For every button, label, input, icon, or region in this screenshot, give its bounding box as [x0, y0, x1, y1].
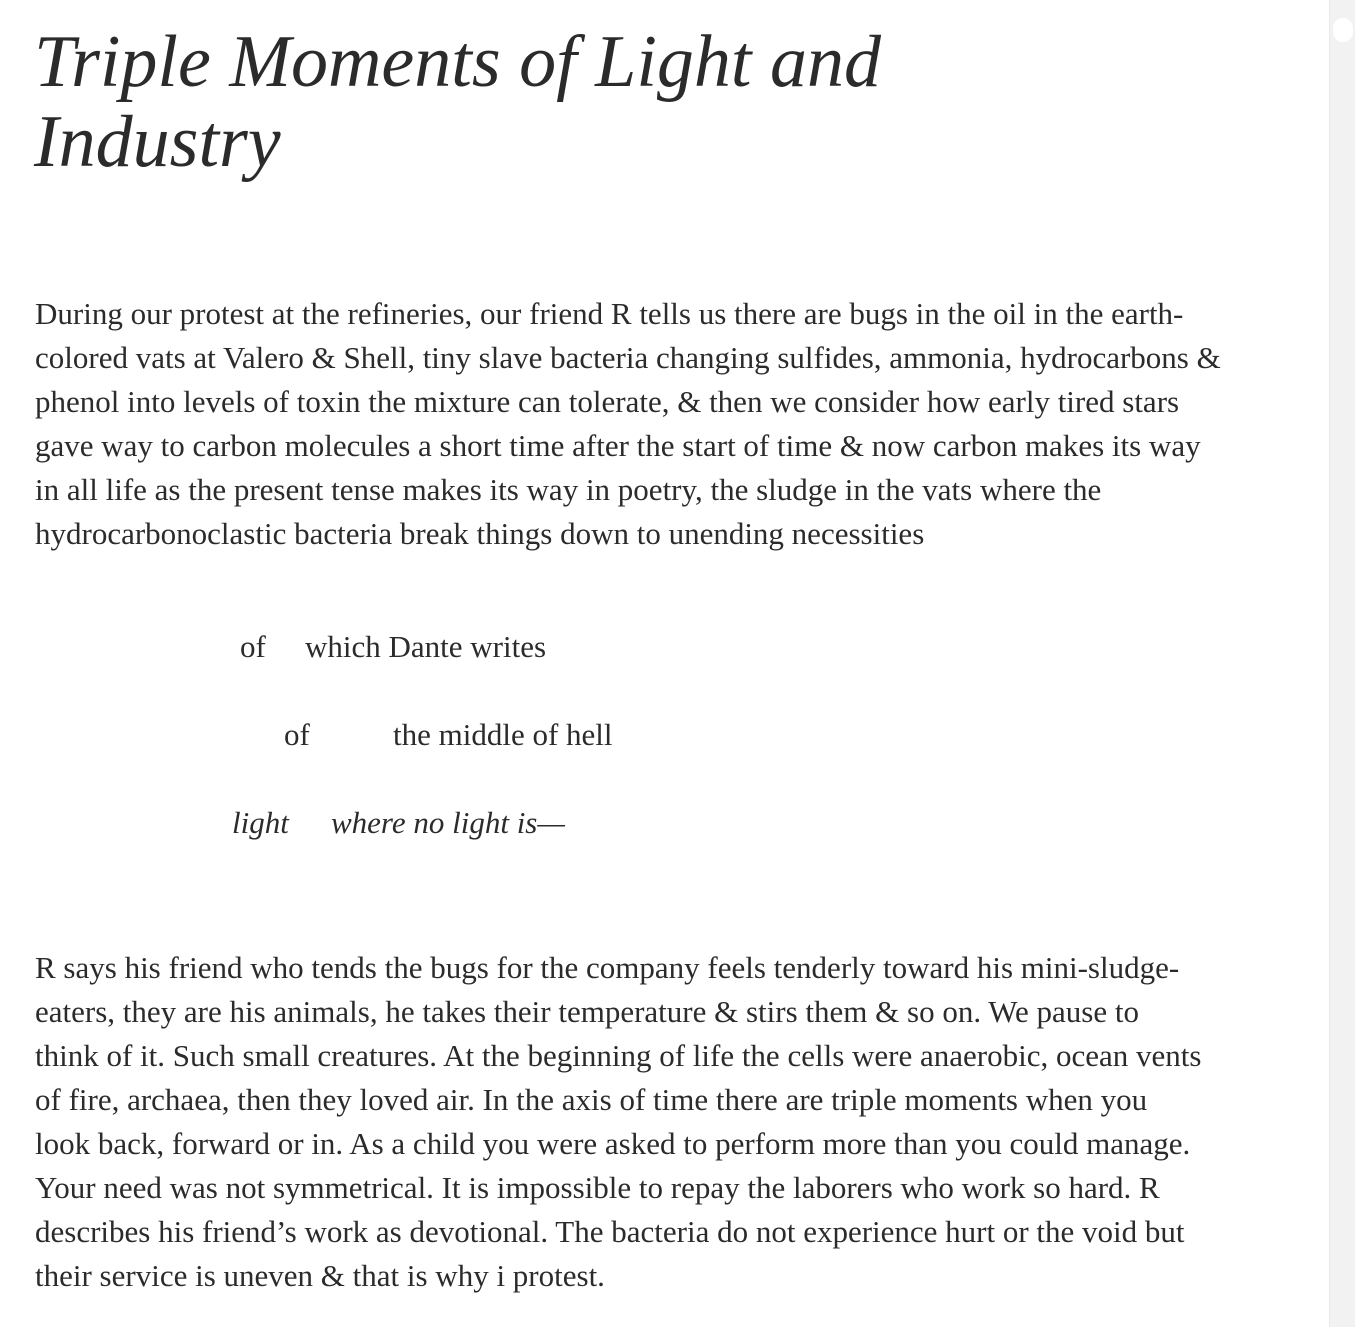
- verse-line-2-left: of: [284, 717, 310, 752]
- verse-line-2-right: the middle of hell: [393, 717, 613, 752]
- verse-line-1-left: of: [240, 629, 266, 664]
- paragraph-2: [35, 946, 1315, 1298]
- paragraph-2-line: their service is uneven & that is why i protest.: [35, 1258, 605, 1293]
- paragraph-2-line: look back, forward or in. As a child you were asked to perform more than you could manage.: [35, 1126, 1191, 1161]
- paragraph-1-line: hydrocarbonoclastic bacteria break things down to unending necessities: [35, 516, 925, 551]
- paragraph-2-line: of fire, archaea, then they loved air. In the axis of time there are triple moments when you: [35, 1082, 1148, 1117]
- paragraph-1-line: gave way to carbon molecules a short time after the start of time & now carbon makes its way: [35, 428, 1201, 463]
- paragraph-2-line: describes his friend’s work as devotional. The bacteria do not experience hurt or the void but: [35, 1214, 1185, 1249]
- scrollbar-thumb[interactable]: [1333, 18, 1353, 42]
- paragraph-2-line: think of it. Such small creatures. At the beginning of life the cells were anaerobic, ocean vents: [35, 1038, 1202, 1073]
- title-line-1: Triple Moments of Light and: [34, 21, 881, 103]
- paragraph-1-line: in all life as the present tense makes its way in poetry, the sludge in the vats where the: [35, 472, 1102, 507]
- paragraph-2-line: Your need was not symmetrical. It is impossible to repay the laborers who work so hard. R: [35, 1170, 1160, 1205]
- clipped-text-fragment: [170, 238, 340, 246]
- title-line-2: Industry: [34, 101, 281, 183]
- verse-line-1-right: which Dante writes: [305, 629, 547, 664]
- vertical-scrollbar[interactable]: [1329, 0, 1355, 1327]
- article-title: [34, 22, 1034, 182]
- verse-line-3-right: where no light is—: [331, 805, 565, 840]
- verse-line-3-left: light: [232, 805, 289, 840]
- paragraph-1: [35, 292, 1315, 556]
- paragraph-2-line: eaters, they are his animals, he takes their temperature & stirs them & so on. We pause to: [35, 994, 1139, 1029]
- paragraph-1-line: colored vats at Valero & Shell, tiny slave bacteria changing sulfides, ammonia, hydrocarbons &: [35, 340, 1221, 375]
- paragraph-2-line: R says his friend who tends the bugs for the company feels tenderly toward his mini-sludge-: [35, 950, 1180, 985]
- paragraph-1-line: phenol into levels of toxin the mixture can tolerate, & then we consider how early tired stars: [35, 384, 1180, 419]
- paragraph-1-line: During our protest at the refineries, our friend R tells us there are bugs in the oil in the earth-: [35, 296, 1184, 331]
